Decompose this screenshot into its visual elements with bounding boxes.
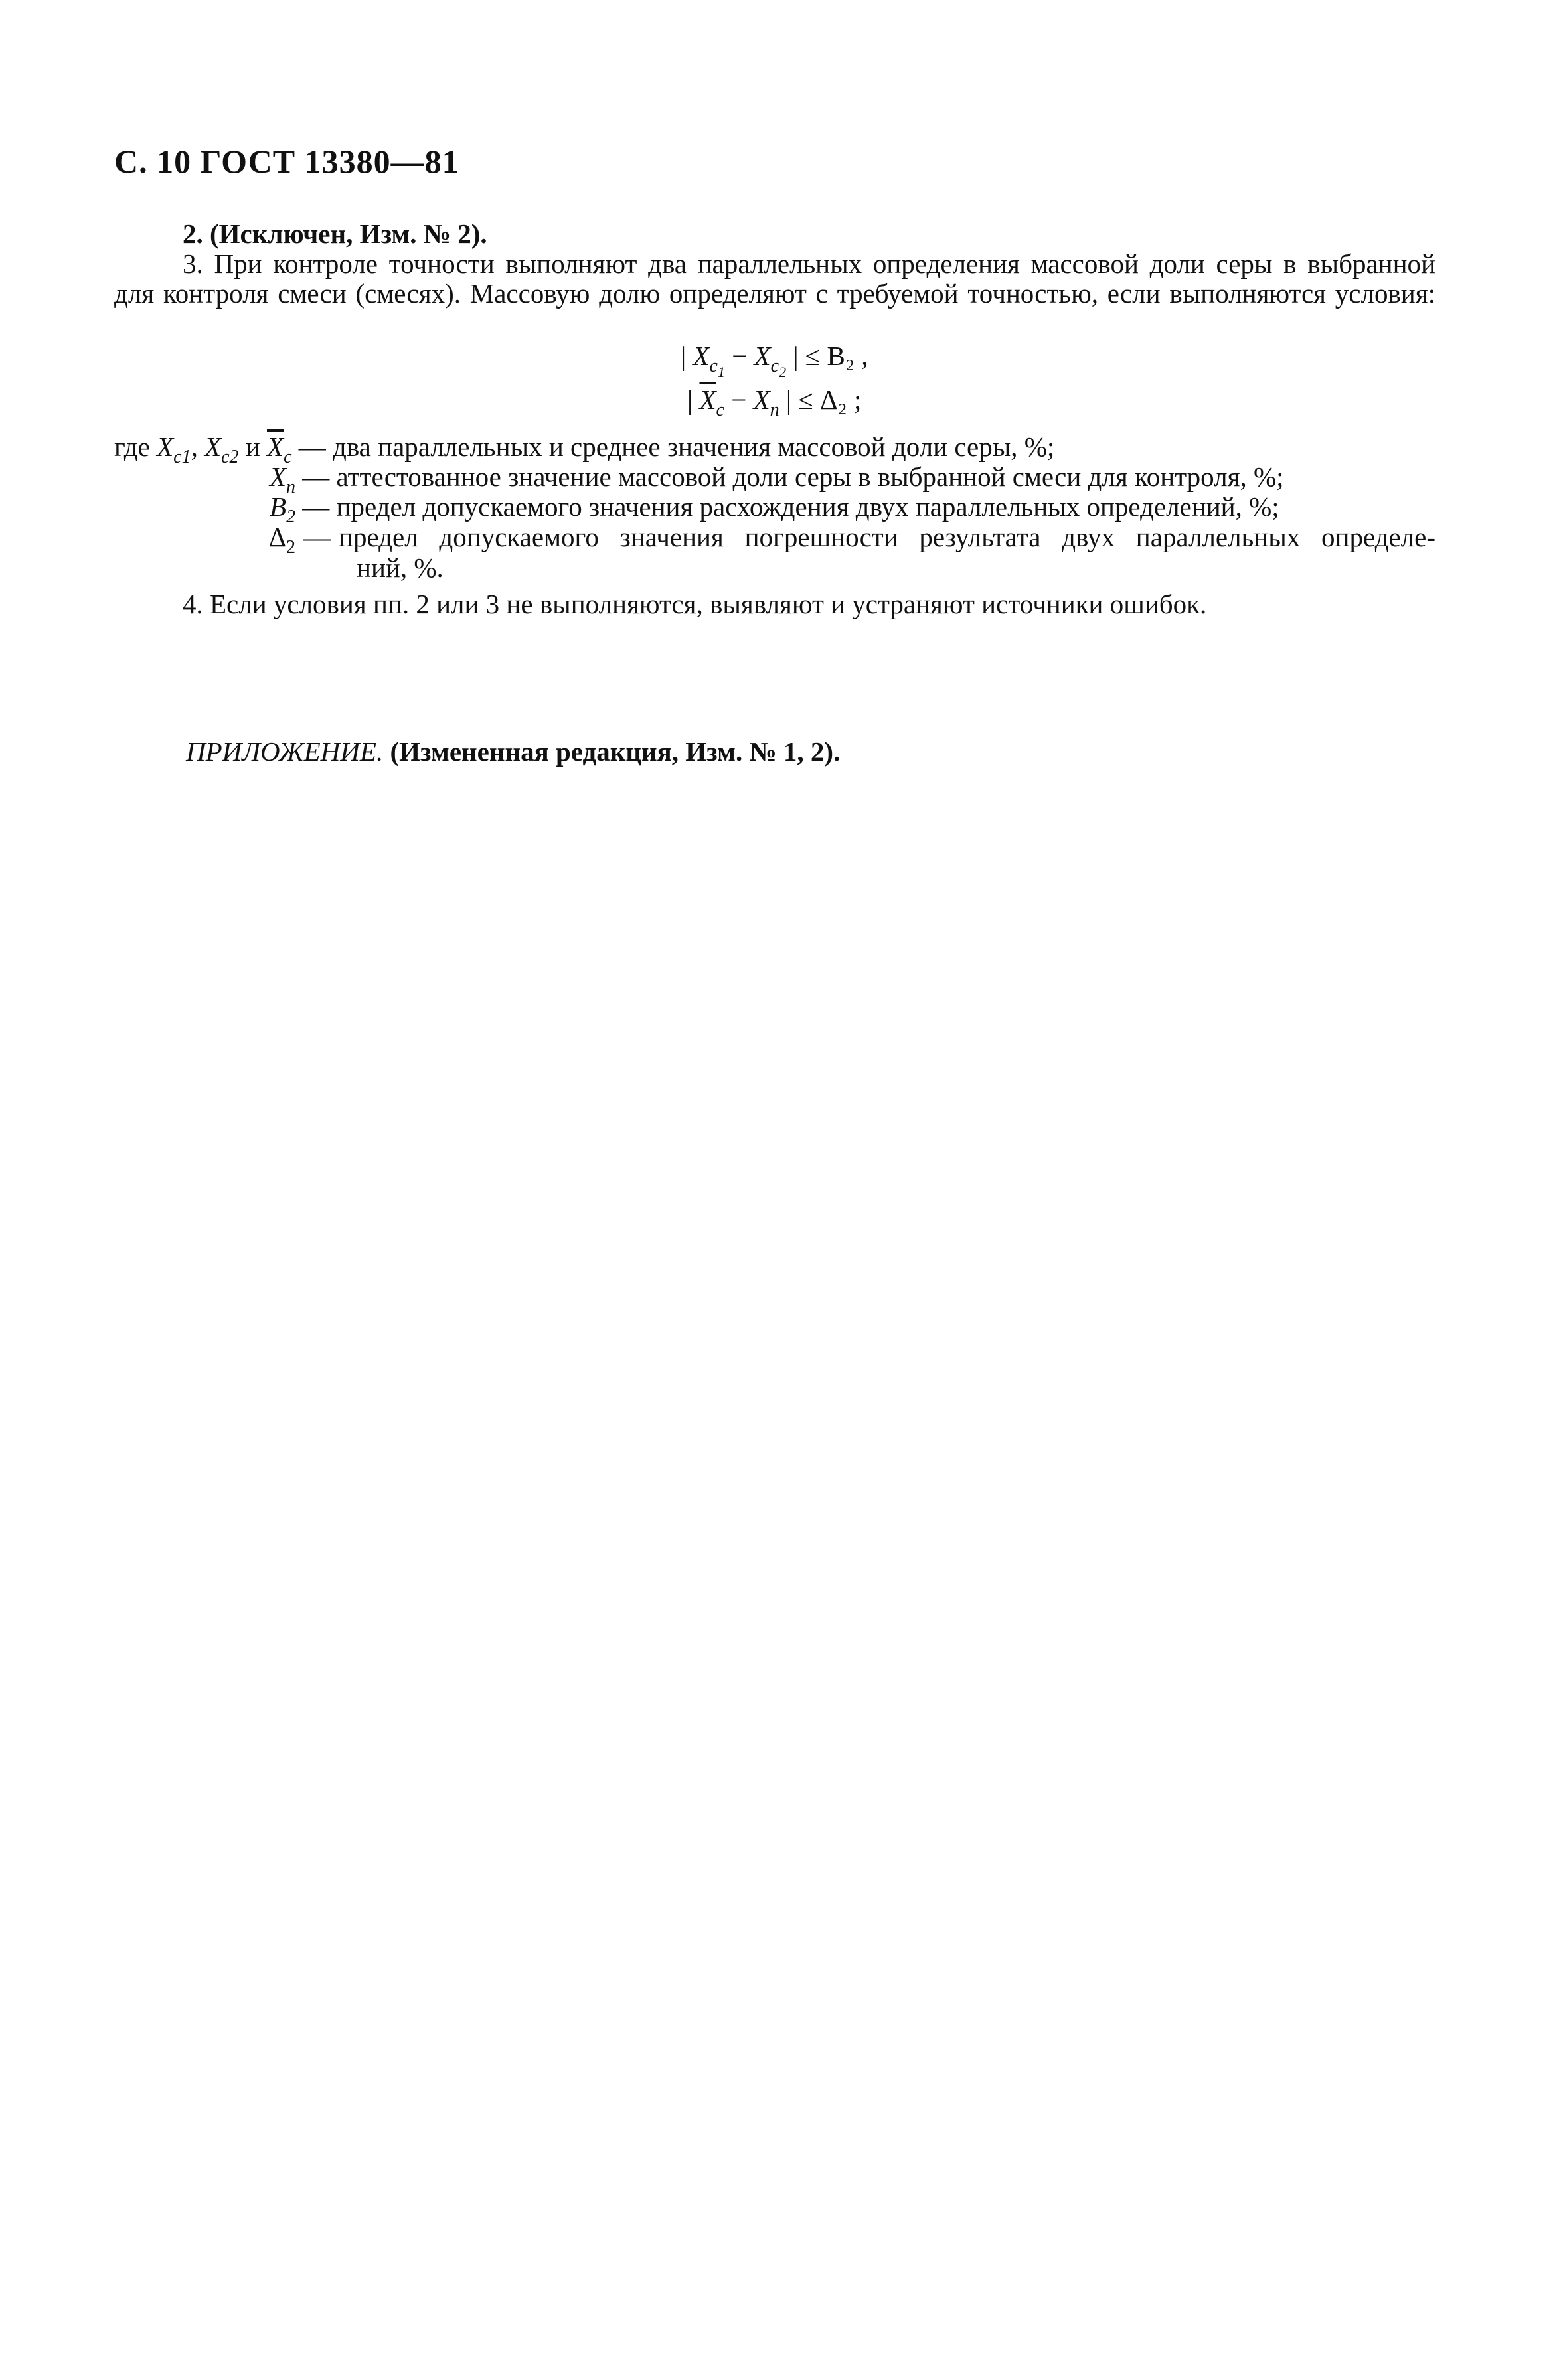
definition-intro: где	[114, 432, 150, 462]
definition-1-text: два параллельных и среднее значения массовой доли серы, %;	[333, 432, 1055, 462]
definition-1	[114, 432, 1055, 467]
appendix-note	[186, 736, 840, 767]
definition-4-dash: —	[303, 522, 331, 552]
definition-3-text: предел допускаемого значения расхождения двух параллельных определений, %;	[336, 491, 1279, 522]
definition-3-dash: —	[302, 491, 330, 522]
appendix-edition: (Измененная редакция, Изм. № 1, 2).	[390, 736, 841, 767]
formula-condition-2: | $\overline{X}_c - X_n$ | ≤ Δ₂ ;	[687, 384, 862, 420]
definition-4-text: предел допускаемого значения погрешности результата двух параллельных определе-	[339, 522, 1435, 552]
definition-1-dash: —	[298, 432, 326, 462]
formula-condition-1: | $X_{c_1} - X_{c_2}$ | ≤ B₂ ,	[681, 341, 868, 380]
page-header: С. 10 ГОСТ 13380—81	[114, 143, 459, 180]
definition-4-continuation: ний, %.	[357, 552, 444, 583]
definition-4-symbol: $\Delta_2$	[268, 522, 295, 558]
formula-1-rhs: ≤ B₂ ,	[805, 341, 868, 371]
definition-3	[256, 491, 1279, 527]
definition-2-text: аттестованное значение массовой доли серы в выбранной смеси для контроля, %;	[336, 461, 1284, 492]
definition-2-dash: —	[302, 461, 330, 492]
definition-4	[256, 522, 1435, 558]
definition-1-symbol: $X_{c1}$, $X_{c2}$ и $\overline{X}_c$	[157, 432, 292, 467]
item-3-line-1-text: 3. При контроле точности выполняют два параллельных определения массовой доли серы в выбранной	[183, 248, 1435, 279]
item-4: 4. Если условия пп. 2 или 3 не выполняются, выявляют и устраняют источники ошибок.	[183, 589, 1207, 619]
definition-2	[256, 461, 1284, 497]
definition-2-symbol: $X_n$	[269, 461, 295, 497]
appendix-label: ПРИЛОЖЕНИЕ.	[186, 736, 384, 767]
item-3-line-2: для контроля смеси (смесях). Массовую долю определяют с требуемой точностью, если выполняются условия:	[114, 278, 1435, 309]
formula-2-rhs: ≤ Δ₂ ;	[798, 384, 862, 415]
definition-3-symbol: $B_2$	[269, 491, 295, 527]
item-3-line-1	[114, 248, 1435, 279]
item-2: 2. (Исключен, Изм. № 2).	[183, 218, 487, 249]
